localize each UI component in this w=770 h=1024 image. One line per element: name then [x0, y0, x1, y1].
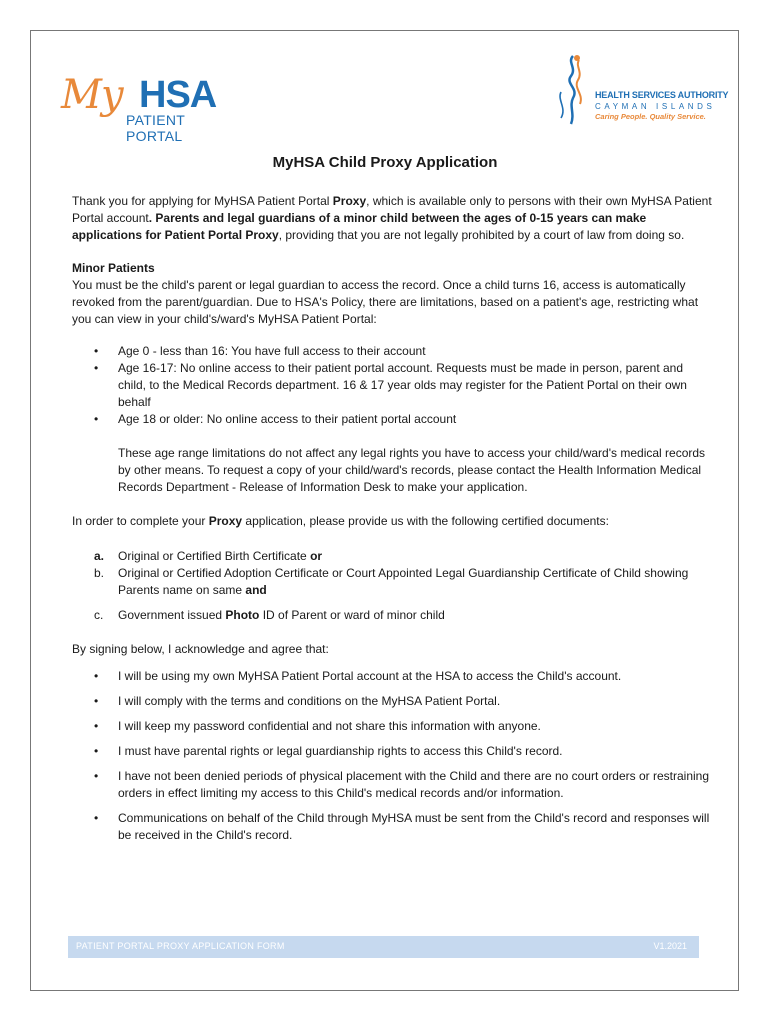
bullet-icon: • [94, 344, 99, 358]
required-documents-list [72, 548, 712, 624]
documents-intro: In order to complete your Proxy application, please provide us with the following certified documents: [72, 514, 609, 528]
bullet-icon: • [94, 412, 99, 426]
hsa-emblem-icon [553, 52, 593, 127]
hsa-authority-logo: HEALTH SERVICES AUTHORITY CAYMAN ISLANDS Caring People. Quality Service. [553, 52, 733, 127]
list-item: • I will keep my password confidential and not share this information with anyone. [94, 719, 541, 733]
bullet-icon: • [94, 744, 99, 758]
age-limitation-note: These age range limitations do not affect any legal rights you have to access your child/ward's medical records by other means. To request a copy of your child/ward's records, please contact the Health Information Medical Records Department - Release of Information Desk to make your application. [118, 446, 706, 494]
page-title: MyHSA Child Proxy Application [272, 154, 498, 171]
list-item: c. Government issued Photo ID of Parent or ward of minor child [94, 608, 445, 622]
acknowledgement-list [72, 668, 712, 844]
list-item: • Communications on behalf of the Child through MyHSA must be sent from the Child's record and responses will be received in the Child's record. [94, 811, 710, 842]
list-item: • I have not been denied periods of physical placement with the Child and there are no court orders or restraining orders in effect limiting my access to this Child's medical records and/or information. [94, 769, 710, 800]
list-item: b. Original or Certified Adoption Certificate or Court Appointed Legal Guardianship Certificate of Child showing Parents name on same and [94, 566, 689, 597]
bullet-icon: • [94, 811, 99, 825]
minor-patients-text: You must be the child's parent or legal guardian to access the record. Once a child turns 16, access is automatically revoked from the parent/guardian. Due to HSA's Policy, there are limitations, based on a patient's age, restricting what you can view in your child's/ward's MyHSA Patient Portal: [72, 278, 699, 326]
bullet-icon: • [94, 769, 99, 783]
list-item: • Age 16-17: No online access to their patient portal account. Requests must be made in person, parent and child, to the Medical Records department. 16 & 17 year olds may register for the Patient Portal on their own behalf [94, 361, 687, 409]
document-body [72, 193, 712, 852]
myhsa-logo: My HSA PATIENT PORTAL [61, 72, 217, 144]
bullet-icon: • [94, 361, 99, 375]
signing-intro: By signing below, I acknowledge and agree that: [72, 642, 329, 656]
bullet-icon: • [94, 669, 99, 683]
list-item: a. Original or Certified Birth Certificate or [94, 549, 323, 563]
bullet-icon: • [94, 719, 99, 733]
footer-form-name: PATIENT PORTAL PROXY APPLICATION FORM [76, 941, 285, 951]
footer-bar [68, 936, 699, 958]
list-item: • I must have parental rights or legal guardianship rights to access this Child's record. [94, 744, 563, 758]
footer-version: V1.2021 [653, 941, 687, 951]
list-item: • Age 18 or older: No online access to their patient portal account [94, 412, 457, 426]
bullet-icon: • [94, 694, 99, 708]
age-limitations-list [72, 343, 712, 428]
intro-paragraph: Thank you for applying for MyHSA Patient Portal Proxy, which is available only to persons with their own MyHSA Patient Portal account. Parents and legal guardians of a minor child between the ages of 0-15 years can make applications for Patient Portal Proxy, providing that you are not legally prohibited by a court of law from doing so. [72, 194, 712, 242]
list-item: • I will comply with the terms and conditions on the MyHSA Patient Portal. [94, 694, 501, 708]
list-item: • I will be using my own MyHSA Patient Portal account at the HSA to access the Child's account. [94, 669, 622, 683]
list-item: • Age 0 - less than 16: You have full access to their account [94, 344, 426, 358]
minor-patients-heading: Minor Patients [72, 261, 155, 275]
